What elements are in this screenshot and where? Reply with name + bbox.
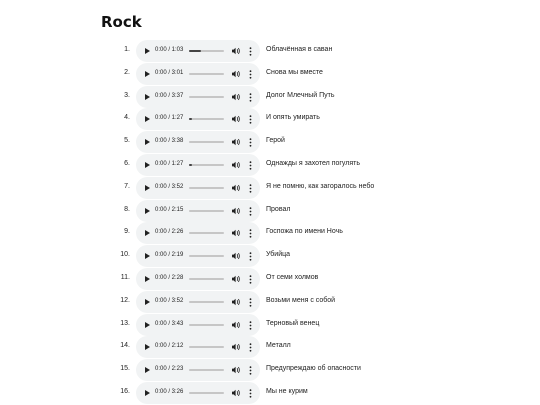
progress-slider[interactable] [189, 141, 224, 143]
track-number: 5. [124, 137, 130, 145]
time-display: 0:00 / 1:03 [155, 47, 184, 53]
audio-player [136, 177, 260, 199]
volume-icon[interactable] [232, 321, 240, 329]
play-icon[interactable] [145, 94, 150, 100]
track-title: Терновый венец [266, 319, 320, 327]
more-vertical-icon[interactable] [249, 343, 252, 352]
track-number: 9. [124, 228, 130, 236]
audio-player [136, 108, 260, 130]
audio-player [136, 245, 260, 267]
track-row [0, 336, 540, 358]
play-icon[interactable] [145, 116, 150, 122]
volume-icon[interactable] [232, 343, 240, 351]
track-row [0, 63, 540, 85]
play-icon[interactable] [145, 322, 150, 328]
time-display: 0:00 / 3:38 [155, 138, 184, 145]
track-title: Металл [266, 342, 291, 350]
play-icon[interactable] [145, 185, 150, 191]
progress-slider[interactable] [189, 369, 224, 371]
track-number: 11. [120, 274, 130, 281]
time-display: 0:00 / 2:23 [155, 366, 184, 373]
track-row [0, 291, 540, 313]
track-number: 15. [120, 365, 130, 373]
track-row [0, 177, 540, 199]
track-number: 8. [124, 205, 130, 213]
volume-icon[interactable] [232, 115, 240, 123]
volume-icon[interactable] [232, 275, 240, 283]
progress-slider[interactable] [189, 278, 224, 280]
audio-player [136, 154, 260, 176]
time-display: 0:00 / 3:52 [155, 297, 184, 304]
track-title: Долог Млечный Путь [266, 91, 335, 99]
volume-icon[interactable] [232, 161, 240, 169]
progress-slider[interactable] [189, 210, 224, 212]
progress-slider[interactable] [189, 164, 224, 166]
track-row [0, 200, 540, 222]
play-icon[interactable] [145, 162, 150, 168]
track-number: 12. [120, 296, 130, 304]
track-number: 2. [124, 68, 130, 76]
more-vertical-icon[interactable] [249, 252, 252, 261]
track-number: 14. [120, 342, 130, 350]
time-display: 0:00 / 1:27 [155, 115, 184, 122]
volume-icon[interactable] [232, 229, 240, 237]
time-display: 0:00 / 3:52 [155, 183, 184, 190]
track-title: Провал [266, 205, 291, 213]
more-vertical-icon[interactable] [249, 298, 252, 307]
more-vertical-icon[interactable] [249, 321, 252, 330]
track-row [0, 222, 540, 244]
progress-slider[interactable] [189, 324, 224, 326]
track-title: Я не помню, как загоралось небо [266, 182, 375, 190]
track-row [0, 40, 540, 62]
progress-slider[interactable] [189, 96, 224, 98]
track-title: Однажды я захотел погулять [266, 160, 361, 167]
track-row [0, 108, 540, 130]
more-vertical-icon[interactable] [249, 184, 252, 193]
track-title: Облачённая в саван [266, 46, 333, 53]
volume-icon[interactable] [232, 252, 240, 260]
track-title: Снова мы вместе [266, 68, 323, 76]
audio-player [136, 222, 260, 244]
track-number: 1. [124, 46, 130, 53]
track-row [0, 154, 540, 176]
volume-icon[interactable] [232, 138, 240, 146]
progress-fill [189, 118, 192, 120]
play-icon[interactable] [145, 208, 150, 214]
play-icon[interactable] [145, 230, 150, 236]
track-title: От семи холмов [266, 274, 319, 281]
time-display: 0:00 / 3:26 [155, 389, 184, 395]
audio-player [136, 314, 260, 336]
track-title: Убийца [266, 251, 291, 259]
volume-icon[interactable] [232, 47, 240, 55]
progress-slider[interactable] [189, 232, 224, 234]
track-number: 4. [124, 114, 130, 122]
track-title: Госпожа по имени Ночь [266, 228, 343, 236]
play-icon[interactable] [145, 48, 150, 54]
more-vertical-icon[interactable] [249, 366, 252, 375]
progress-slider[interactable] [189, 255, 224, 257]
more-vertical-icon[interactable] [249, 275, 252, 284]
play-icon[interactable] [145, 253, 150, 259]
volume-icon[interactable] [232, 184, 240, 192]
time-display: 0:00 / 3:01 [155, 69, 184, 76]
volume-icon[interactable] [232, 93, 240, 101]
more-vertical-icon[interactable] [249, 207, 252, 216]
more-vertical-icon[interactable] [249, 115, 252, 124]
track-row [0, 314, 540, 336]
progress-slider[interactable] [189, 73, 224, 75]
play-icon[interactable] [145, 344, 150, 350]
audio-player [136, 268, 260, 290]
track-number: 3. [124, 91, 130, 99]
time-display: 0:00 / 3:43 [155, 320, 184, 327]
track-number: 7. [124, 182, 130, 190]
audio-player [136, 336, 260, 358]
time-display: 0:00 / 2:12 [155, 343, 184, 350]
play-icon[interactable] [145, 139, 150, 145]
audio-player [136, 200, 260, 222]
audio-player [136, 359, 260, 381]
progress-fill [189, 164, 192, 166]
volume-icon[interactable] [232, 207, 240, 215]
more-vertical-icon[interactable] [249, 93, 252, 102]
track-title: И опять умирать [266, 114, 320, 122]
progress-slider[interactable] [189, 392, 224, 394]
volume-icon[interactable] [232, 70, 240, 78]
more-vertical-icon[interactable] [249, 70, 252, 79]
track-row [0, 268, 540, 290]
time-display: 0:00 / 2:26 [155, 229, 184, 236]
track-number: 6. [124, 160, 130, 167]
play-icon[interactable] [145, 299, 150, 305]
volume-icon[interactable] [232, 389, 240, 397]
progress-slider[interactable] [189, 50, 224, 52]
progress-fill [189, 50, 201, 52]
play-icon[interactable] [145, 71, 150, 77]
track-title: Мы не курим [266, 388, 308, 395]
time-display: 0:00 / 1:27 [155, 161, 184, 167]
volume-icon[interactable] [232, 366, 240, 374]
track-number: 10. [120, 251, 130, 259]
track-row [0, 86, 540, 108]
time-display: 0:00 / 2:28 [155, 275, 184, 281]
audio-player [136, 63, 260, 85]
more-vertical-icon[interactable] [249, 229, 252, 238]
play-icon[interactable] [145, 367, 150, 373]
audio-player [136, 131, 260, 153]
track-title: Возьми меня с собой [266, 296, 336, 304]
track-row [0, 245, 540, 267]
audio-player [136, 86, 260, 108]
progress-slider[interactable] [189, 301, 224, 303]
volume-icon[interactable] [232, 298, 240, 306]
audio-player [136, 291, 260, 313]
more-vertical-icon[interactable] [249, 138, 252, 147]
track-row [0, 359, 540, 381]
more-vertical-icon[interactable] [249, 161, 252, 170]
track-number: 13. [120, 319, 130, 327]
progress-slider[interactable] [189, 187, 224, 189]
track-title: Предупреждаю об опасности [266, 365, 361, 373]
page-title: Rock [101, 13, 142, 31]
time-display: 0:00 / 2:15 [155, 206, 184, 213]
audio-player [136, 382, 260, 404]
progress-slider[interactable] [189, 346, 224, 348]
track-number: 16. [120, 388, 130, 395]
progress-slider[interactable] [189, 118, 224, 120]
play-icon[interactable] [145, 276, 150, 282]
track-row [0, 382, 540, 404]
more-vertical-icon[interactable] [249, 389, 252, 398]
audio-player [136, 40, 260, 62]
more-vertical-icon[interactable] [249, 47, 252, 56]
time-display: 0:00 / 3:37 [155, 92, 184, 99]
play-icon[interactable] [145, 390, 150, 396]
track-title: Герой [266, 137, 285, 145]
track-row [0, 131, 540, 153]
time-display: 0:00 / 2:19 [155, 252, 184, 259]
